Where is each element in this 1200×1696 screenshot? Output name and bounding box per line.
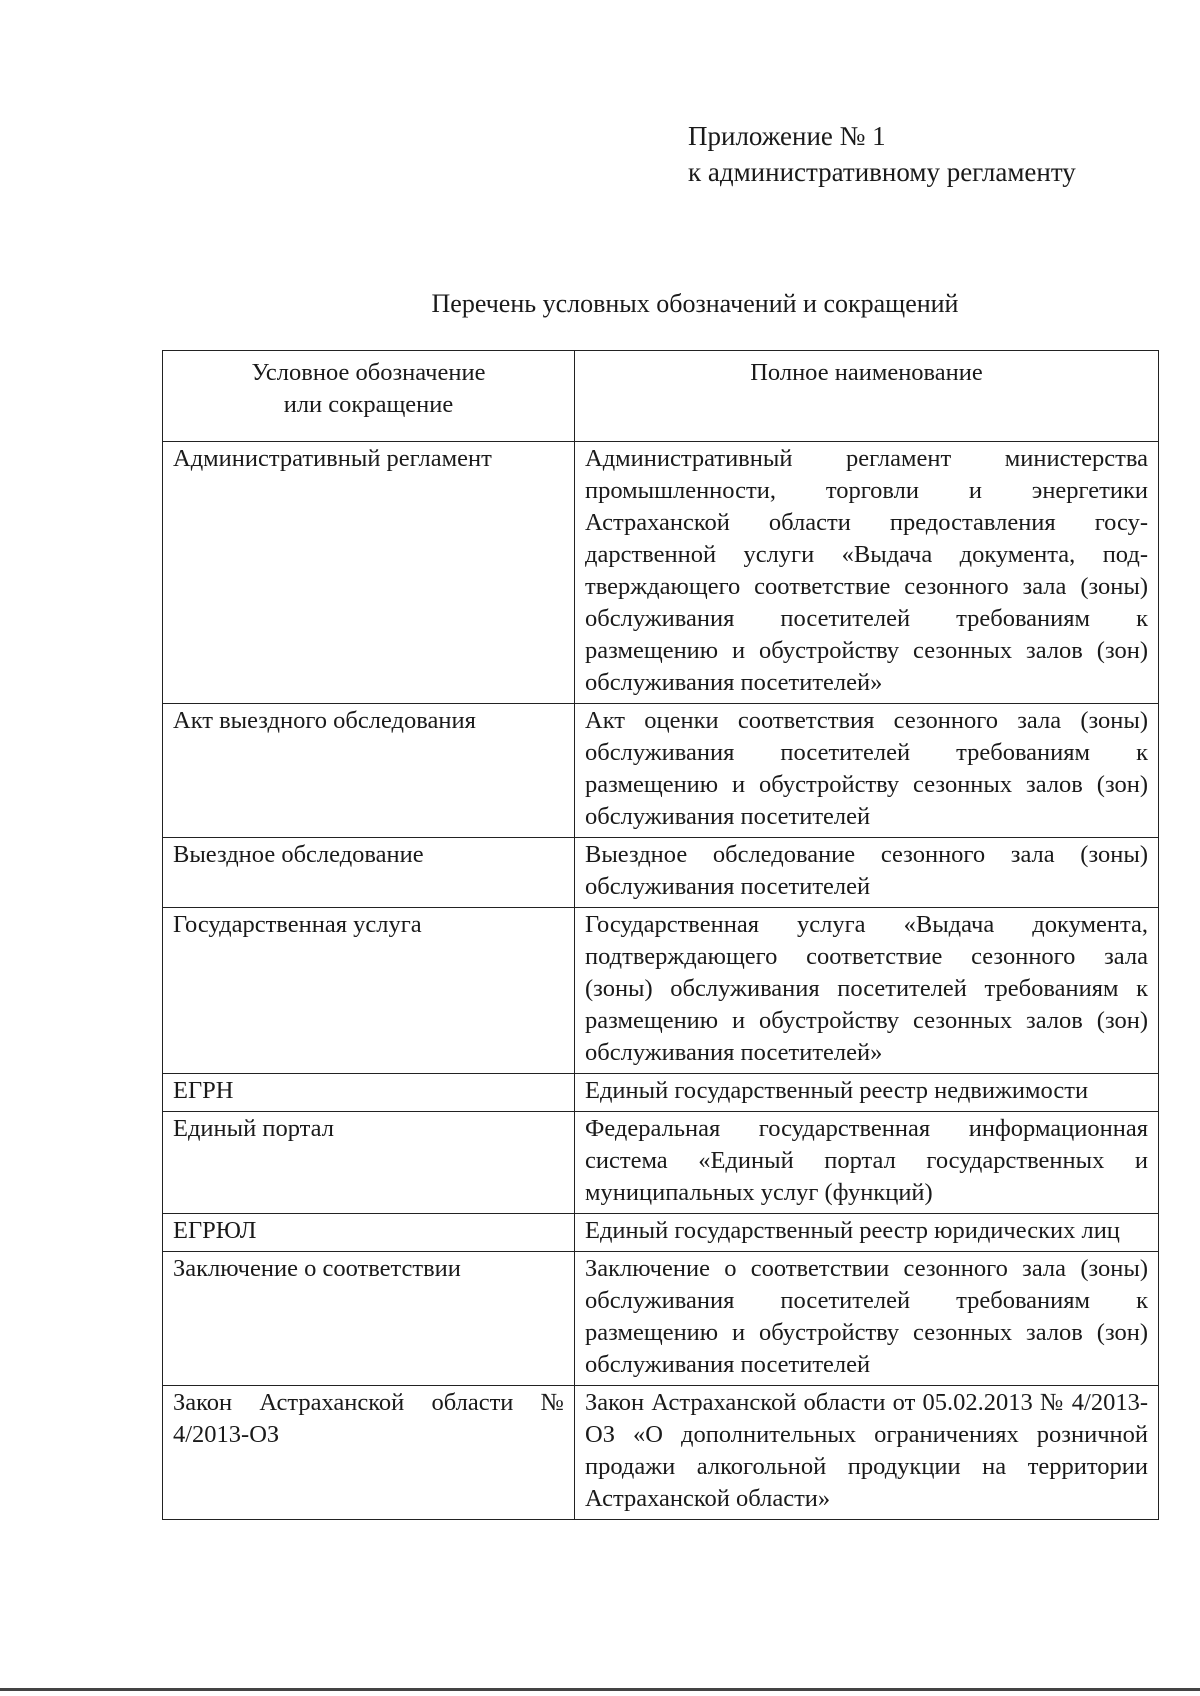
header-full-name: Полное наименование bbox=[575, 351, 1159, 442]
full-name-cell: Административный регламент министерства промышленности, торговли и энергетики Астраханской области предоставления государственной услуги «Выдача документа, подтверждающего соответствие сезонного зала (зоны) обслуживания посетителей требованиям к размещению и обустройству сезонных залов (зон) обслуживания посетителей» bbox=[575, 442, 1159, 704]
appendix-reference: к административному регламенту bbox=[688, 157, 1076, 187]
abbreviation-cell: Выездное обследование bbox=[163, 838, 575, 908]
table-row bbox=[163, 1074, 1159, 1112]
table-row bbox=[163, 1386, 1159, 1520]
full-name-cell: Акт оценки соответствия сезонного зала (зоны) обслуживания посетителей требованиям к размещению и обустройству сезонных залов (зон) обслуживания посетителей bbox=[575, 704, 1159, 838]
appendix-number: Приложение № 1 bbox=[688, 121, 886, 151]
table-row bbox=[163, 442, 1159, 704]
abbreviation-cell: Государственная услуга bbox=[163, 908, 575, 1074]
header-abbreviation-line1: Условное обозначение bbox=[251, 359, 486, 386]
page-bottom-edge bbox=[0, 1688, 1200, 1691]
full-name-cell: Единый государственный реестр юридических лиц bbox=[575, 1214, 1159, 1252]
abbreviation-cell: Административный регламент bbox=[163, 442, 575, 704]
abbreviation-cell: ЕГРН bbox=[163, 1074, 575, 1112]
table-row bbox=[163, 1252, 1159, 1386]
table-row bbox=[163, 704, 1159, 838]
full-name-cell: Закон Астраханской области от 05.02.2013 № 4/2013-ОЗ «О дополнительных ограничениях розничной продажи алкогольной продукции на территории Астраханской области» bbox=[575, 1386, 1159, 1520]
table-header-row bbox=[163, 351, 1159, 442]
header-abbreviation-line2: или сокращение bbox=[283, 391, 454, 418]
abbreviation-cell: Единый портал bbox=[163, 1112, 575, 1214]
abbreviation-cell: Заключение о соответствии bbox=[163, 1252, 575, 1386]
abbreviation-cell: Акт выездного обследования bbox=[163, 704, 575, 838]
table-row bbox=[163, 908, 1159, 1074]
table-row bbox=[163, 1112, 1159, 1214]
appendix-note bbox=[688, 118, 1076, 190]
abbreviations-table bbox=[162, 350, 1159, 1520]
full-name-cell: Выездное обследование сезонного зала (зоны) обслуживания посетителей bbox=[575, 838, 1159, 908]
document-title: Перечень условных обозначений и сокращений bbox=[431, 289, 959, 318]
table-row bbox=[163, 1214, 1159, 1252]
header-abbreviation bbox=[163, 351, 575, 442]
full-name-cell: Единый государственный реестр недвижимости bbox=[575, 1074, 1159, 1112]
abbreviation-cell: Закон Астраханской области № 4/2013-ОЗ bbox=[163, 1386, 575, 1520]
table-row bbox=[163, 838, 1159, 908]
full-name-cell: Заключение о соответствии сезонного зала (зоны) обслуживания посетителей требованиям к размещению и обустройству сезонных залов (зон) обслуживания посетителей bbox=[575, 1252, 1159, 1386]
full-name-cell: Федеральная государственная информационная система «Единый портал государственных и муниципальных услуг (функций) bbox=[575, 1112, 1159, 1214]
full-name-cell: Государственная услуга «Выдача документа, подтверждающего соответствие сезонного зала (зоны) обслуживания посетителей требованиям к размещению и обустройству сезонных залов (зон) обслуживания посетителей» bbox=[575, 908, 1159, 1074]
abbreviation-cell: ЕГРЮЛ bbox=[163, 1214, 575, 1252]
